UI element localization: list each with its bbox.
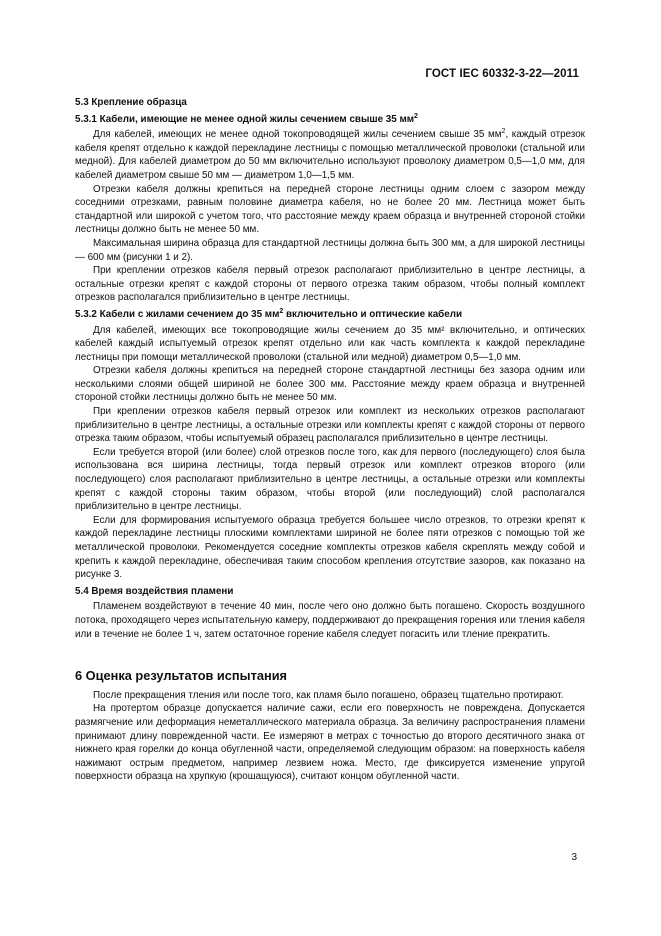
paragraph: Отрезки кабеля должны крепиться на передней стороне лестницы одним слоем с зазором между соседними отрезками, равным половине диаметра кабеля, но не более 20 мм. Лестница может быть стандартной или широкой с учетом того, что расстояние между краем образца и внутренней стороной стойки лестницы должно быть не менее 50 мм. — [75, 183, 585, 236]
paragraph: Если требуется второй (или более) слой отрезков после того, как для первого (последующего) слоя была использована вся ширина лестницы, тогда первый отрезок или комплект отрезков второго (или последующего) слоя располагают приблизительно в центре лестницы, а остальные отрезки или комплекты крепят с каждой стороны таким образом, чтобы второй (или последующий) слой располагался приблизительно в центре лестницы. — [75, 446, 585, 513]
superscript: 2 — [414, 112, 418, 120]
paragraph: Максимальная ширина образца для стандартной лестницы должна быть 300 мм, а для широкой лестницы — 600 мм (рисунки 1 и 2). — [75, 237, 585, 263]
paragraph-text: , каждый отрезок кабеля крепят отдельно к каждой перекладине лестницы с помощью металлической проволоки (стальной или медной). Для кабелей диаметром до 50 мм включительно используют проволоку диаметром 0,5—1,0 мм, для кабелей диаметром свыше 50 мм — диаметром 1,0—1,5 мм. — [75, 129, 585, 181]
paragraph: После прекращения тления или после того, как пламя было погашено, образец тщательно протирают. — [93, 689, 564, 701]
section-6-heading: 6 Оценка результатов испытания — [75, 668, 288, 684]
superscript: 2 — [279, 307, 284, 315]
subsection-5-3-2-heading — [75, 308, 585, 322]
document-header: ГОСТ IEC 60332-3-22—2011 — [425, 68, 579, 80]
paragraph-text: Для кабелей, имеющих не менее одной токопроводящей жилы сечением свыше 35 мм — [93, 129, 502, 141]
superscript: 2 — [501, 128, 506, 136]
paragraph: На протертом образце допускается наличие сажи, если его поверхность не повреждена. Допускается размягчение или деформация неметаллического материала образца. За величину распространения пламени принимают длину поврежденной части. Ее измеряют в метрах с точностью до второго десятичного знака от нижнего края горелки до конца обугленной части, определяемой следующим образом: на поверхность кабеля нажимают острым предметом, например лезвием ножа. Место, где фиксируется изменение упругой поверхности образца на хрупкую (крошащуюся), считают концом обугленной части. — [75, 703, 585, 783]
page-number: 3 — [571, 852, 577, 863]
subsection-5-3-2-title-end: включительно и оптические кабели — [283, 308, 463, 320]
subsection-5-3-2-title: 5.3.2 Кабели с жилами сечением до 35 мм — [75, 308, 280, 320]
paragraph: Для кабелей, имеющих все токопроводящие жилы сечением до 35 мм² включительно, и оптических кабелей каждый испытуемый отрезок крепят отдельно или как часть комплекта к каждой перекладине лестницы при помощи металлической проволоки (стальной или медной) диаметром 0,5—1,0 мм. — [75, 324, 585, 363]
section-5-3-heading: 5.3 Крепление образца — [75, 97, 187, 108]
document-body — [75, 96, 585, 784]
subsection-5-3-1-title: 5.3.1 Кабели, имеющие не менее одной жилы сечением свыше 35 мм — [75, 113, 415, 125]
paragraph — [75, 128, 585, 182]
paragraph: Пламенем воздействуют в течение 40 мин, после чего оно должно быть погашено. Скорость воздушного потока, проходящего через испытательную камеру, поддерживают до прекращения горения или тления кабеля или в течение не более 1 ч, затем остаточное горение кабеля следует погасить или тление прекратить. — [75, 601, 585, 640]
paragraph: Отрезки кабеля должны крепиться на передней стороне стандартной лестницы без зазора одним или несколькими слоями общей шириной не более 300 мм. Расстояние между краем образца и внутренней стороной стойки лестницы должно быть не менее 50 мм. — [75, 365, 585, 404]
subsection-5-3-1-heading — [75, 113, 585, 127]
section-5-4-heading: 5.4 Время воздействия пламени — [75, 585, 234, 597]
paragraph: При креплении отрезков кабеля первый отрезок располагают приблизительно в центре лестницы, а остальные отрезки крепят с каждой стороны от первого отрезка таким образом, чтобы полный комплект отрезков располагался приблизительно в центре лестницы. — [75, 265, 585, 304]
paragraph: При креплении отрезков кабеля первый отрезок или комплект из нескольких отрезков располагают приблизительно в центре лестницы, а остальные отрезки или комплекты крепят с каждой стороны от первого отрезка таким образом, чтобы испытуемый образец располагался приблизительно в центре лестницы. — [75, 406, 585, 445]
paragraph: Если для формирования испытуемого образца требуется большее число отрезков, то отрезки крепят к каждой перекладине лестницы плоскими комплектами шириной не более пяти отрезков с помощью той же металлической проволоки. Рекомендуется соседние комплекты отрезков кабеля скреплять между собой и крепить к каждой перекладине, обеспечивая таким способом крепления отсутствие зазоров, как показано на рисунке 3. — [75, 514, 585, 581]
